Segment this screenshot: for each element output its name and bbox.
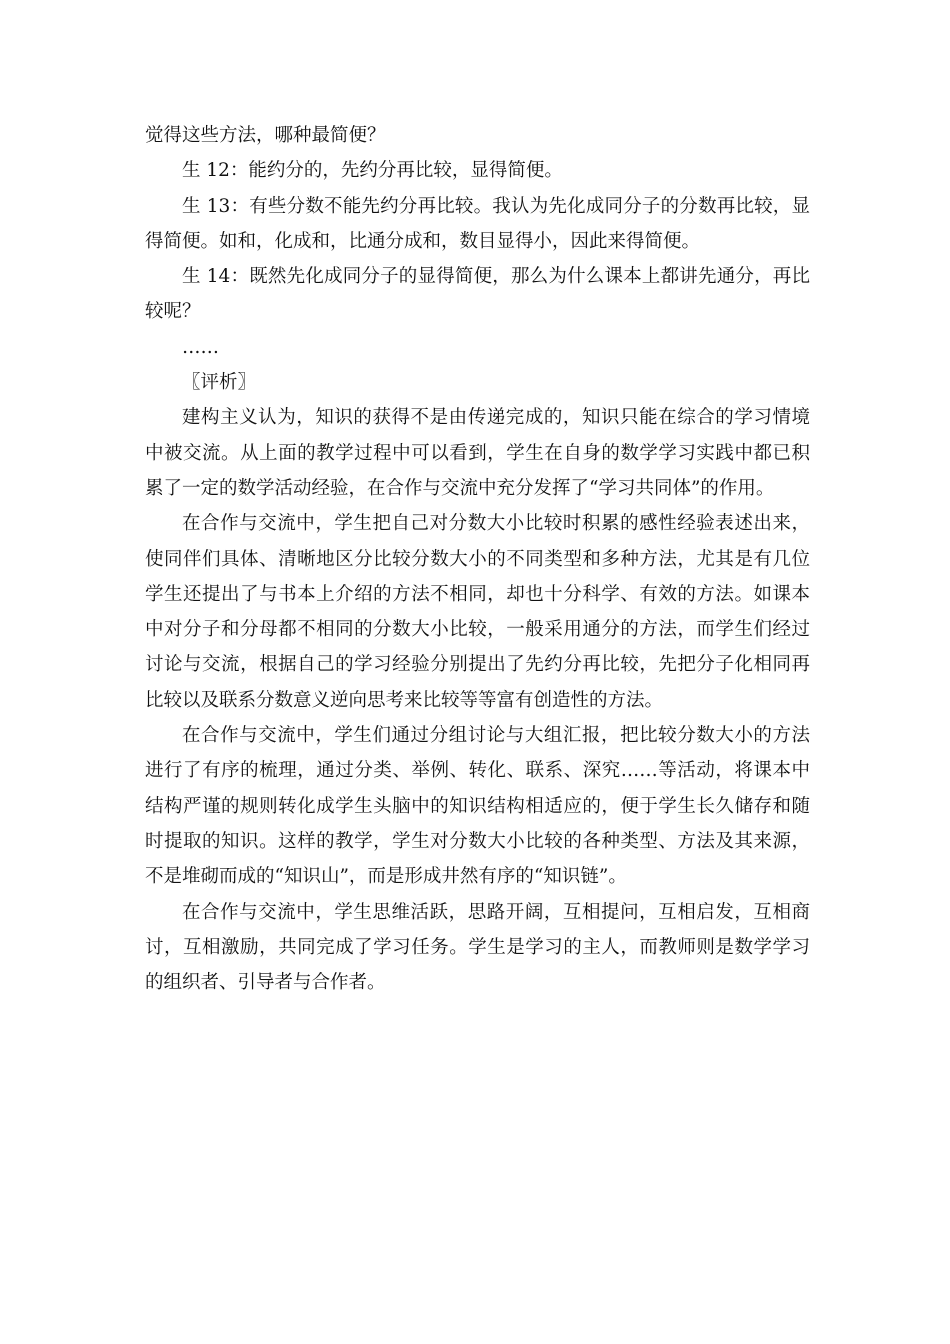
paragraph-analysis-4: 在合作与交流中，学生思维活跃，思路开阔，互相提问，互相启发，互相商讨，互相激励，共同完成了学习任务。学生是学习的主人，而教师则是数学学习的组织者、引导者与合作者。 xyxy=(145,901,810,994)
paragraph-analysis-3: 在合作与交流中，学生们通过分组讨论与大组汇报，把比较分数大小的方法进行了有序的梳理，通过分类、举例、转化、联系、深究……等活动，将课本中结构严谨的规则转化成学生头脑中的知识结构相适应的，便于学生长久储存和随时提取的知识。这样的教学，学生对分数大小比较的各种类型、方法及其来源，不是堆砌而成的“知识山”，而是形成井然有序的“知识链”。 xyxy=(145,725,810,888)
document-body xyxy=(145,118,810,1000)
paragraph-continuation: 觉得这些方法，哪种最简便？ xyxy=(145,125,386,146)
paragraph-student-12: 生 12：能约分的，先约分再比较，显得简便。 xyxy=(182,160,563,182)
paragraph-analysis-1: 建构主义认为，知识的获得不是由传递完成的，知识只能在综合的学习情境中被交流。从上面的教学过程中可以看到，学生在自身的数学学习实践中都已积累了一定的数学活动经验，在合作与交流中充分发挥了“学习共同体”的作用。 xyxy=(145,407,810,499)
paragraph-analysis-heading: 〖评析〗 xyxy=(182,372,257,394)
paragraph-ellipsis: …… xyxy=(182,336,219,358)
paragraph-analysis-2: 在合作与交流中，学生把自己对分数大小比较时积累的感性经验表述出来，使同伴们具体、清晰地区分比较分数大小的不同类型和多种方法，尤其是有几位学生还提出了与书本上介绍的方法不相同，却也十分科学、有效的方法。如课本中对分子和分母都不相同的分数大小比较，一般采用通分的方法，而学生们经过讨论与交流，根据自己的学习经验分别提出了先约分再比较，先把分子化相同再比较以及联系分数意义逆向思考来比较等等富有创造性的方法。 xyxy=(145,513,810,711)
paragraph-student-13: 生 13：有些分数不能先约分再比较。我认为先化成同分子的分数再比较，显得简便。如和，化成和，比通分成和，数目显得小，因此来得简便。 xyxy=(145,195,810,252)
paragraph-student-14: 生 14：既然先化成同分子的显得简便，那么为什么课本上都讲先通分，再比较呢？ xyxy=(145,266,810,323)
